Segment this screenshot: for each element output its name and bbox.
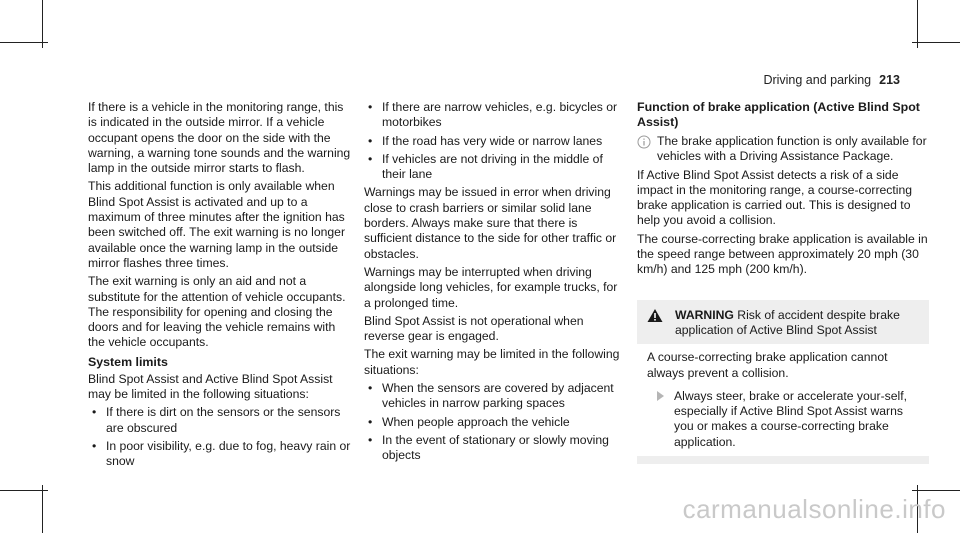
- column-2: [364, 100, 626, 467]
- page-number: 213: [879, 73, 900, 87]
- warning-step: [647, 389, 919, 450]
- warning-icon: [647, 308, 663, 323]
- list-item: • If the road has very wide or narrow lanes: [364, 134, 626, 149]
- bullet-list: [364, 100, 626, 182]
- warning-box: [637, 300, 929, 464]
- warning-title: Risk of accident despite brake application of Active Blind Spot Assist: [675, 307, 900, 337]
- watermark: carmanualsonline.info: [682, 494, 946, 524]
- step-text: Always steer, brake or accelerate your-self, especially if Active Blind Spot Assist warns you or makes a course-correcting brake application.: [674, 388, 908, 449]
- paragraph: This additional function is only available when Blind Spot Assist is activated and up to a maximum of three minutes after the ignition has been switched off. The exit warning is no longer available once the warning lamp in the outside mirror flashes three times.: [88, 179, 345, 270]
- crop-mark: [0, 490, 48, 491]
- paragraph: Warnings may be issued in error when driving close to crash barriers or similar solid lane borders. Always make sure that there is sufficient distance to the side for other traffic or obstacles.: [364, 185, 617, 261]
- page-header: [763, 73, 900, 87]
- crop-mark: [917, 0, 918, 48]
- warning-text: A course-correcting brake application cannot always prevent a collision.: [647, 350, 888, 380]
- bullet-list: [364, 381, 626, 463]
- paragraph: The course-correcting brake application is available in the speed range between approximately 20 mph (30 km/h) and 125 mph (200 km/h).: [637, 231, 928, 277]
- column-3: [637, 100, 929, 464]
- list-item: • If there is dirt on the sensors or the sensors are obscured: [88, 405, 352, 436]
- note: [637, 134, 929, 165]
- paragraph: The exit warning is only an aid and not a substitute for the attention of vehicle occupants. The responsibility for opening and closing the doors and for leaving the vehicle remains with the vehicle occupants.: [88, 274, 346, 350]
- crop-mark: [42, 485, 43, 533]
- list-item: • When the sensors are covered by adjacent vehicles in narrow parking spaces: [364, 381, 626, 412]
- paragraph: The exit warning may be limited in the following situations:: [364, 347, 620, 377]
- paragraph: If there is a vehicle in the monitoring range, this is indicated in the outside mirror. If a vehicle occupant opens the door on the side with the warning, a warning tone sounds and the warning lamp in the outside mirror starts to flash.: [88, 100, 351, 176]
- list-item: • If vehicles are not driving in the middle of their lane: [364, 152, 626, 183]
- paragraph: Blind Spot Assist and Active Blind Spot Assist may be limited in the following situations:: [88, 371, 333, 402]
- step-arrow-icon: [657, 391, 664, 401]
- list-item: • When people approach the vehicle: [364, 415, 626, 430]
- crop-mark: [912, 490, 960, 491]
- list-item: • In the event of stationary or slowly moving objects: [364, 433, 626, 464]
- info-icon: [637, 135, 651, 149]
- section-heading: Function of brake application (Active Blind Spot Assist): [637, 100, 920, 129]
- section-heading: System limits: [88, 354, 168, 369]
- paragraph: Blind Spot Assist is not operational when reverse gear is engaged.: [364, 313, 584, 344]
- warning-body: [637, 344, 929, 456]
- warning-header: [637, 300, 929, 345]
- crop-mark: [0, 42, 48, 43]
- paragraph: If Active Blind Spot Assist detects a risk of a side impact in the monitoring range, a course-correcting brake application is carried out. This is designed to help you avoid a collision.: [637, 167, 913, 228]
- list-item: • If there are narrow vehicles, e.g. bicycles or motorbikes: [364, 100, 626, 131]
- note-text: The brake application function is only available for vehicles with a Driving Assistance Package.: [657, 134, 927, 164]
- list-item: • In poor visibility, e.g. due to fog, heavy rain or snow: [88, 439, 352, 470]
- crop-mark: [42, 0, 43, 48]
- warning-label: WARNING: [675, 307, 734, 322]
- column-1: [88, 100, 352, 473]
- bullet-list: [88, 405, 352, 469]
- crop-mark: [912, 42, 960, 43]
- paragraph: Warnings may be interrupted when driving alongside long vehicles, for example trucks, for a prolonged time.: [364, 264, 618, 310]
- section-title: Driving and parking: [763, 73, 872, 87]
